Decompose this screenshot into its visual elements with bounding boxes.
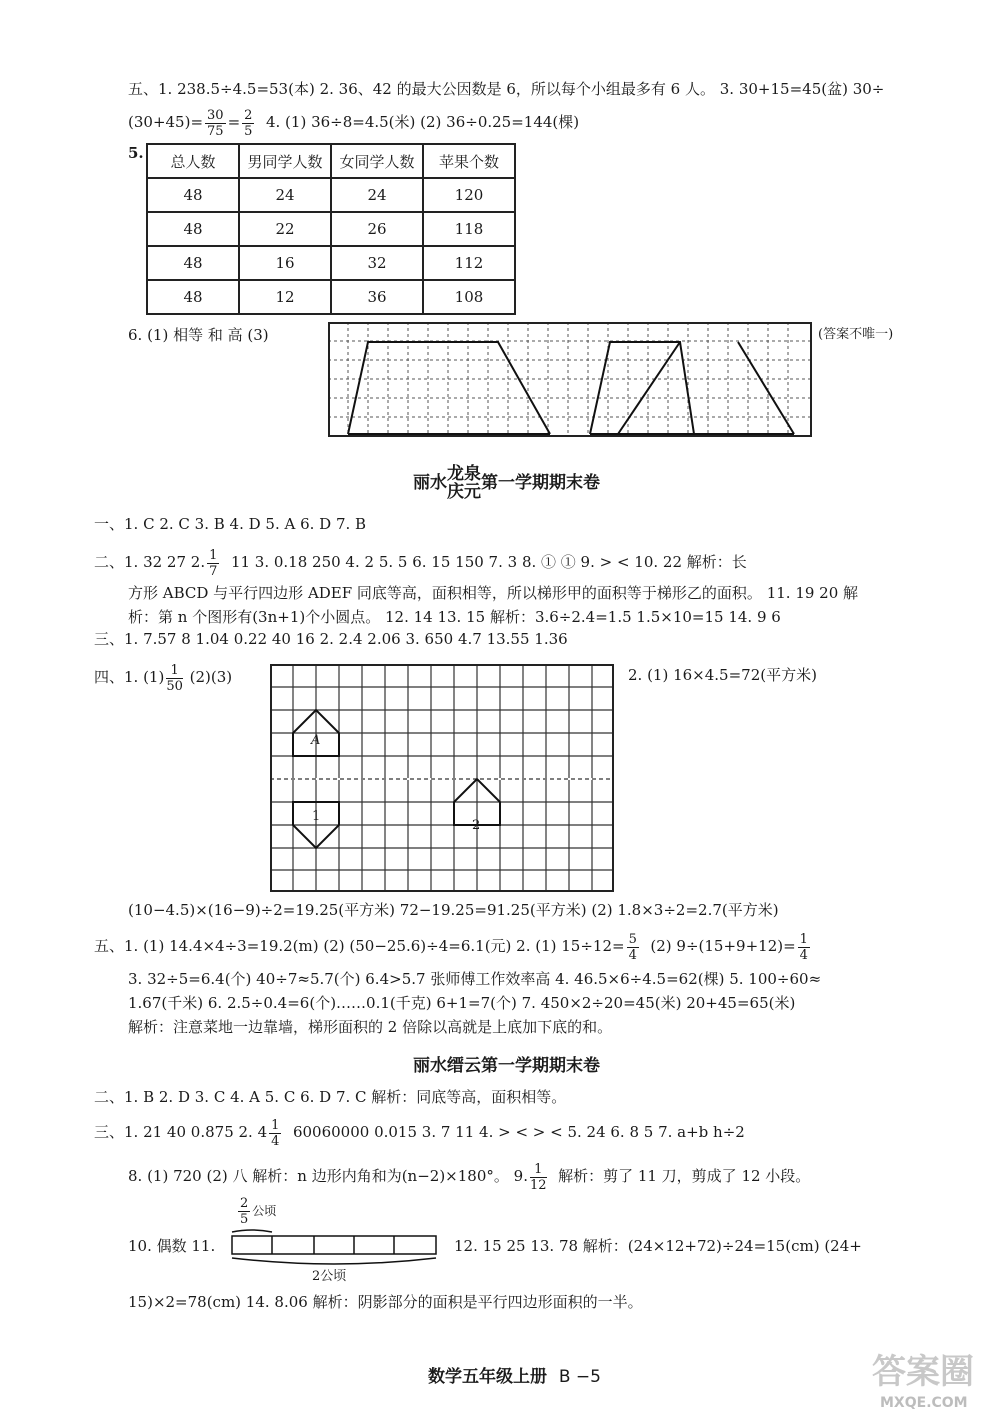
table-cell: 120 — [423, 178, 515, 212]
table-cell: 48 — [147, 246, 239, 280]
answer-text: 60060000 0.015 3. 7 11 4. > < > < 5. 24 6. 8 5 7. a+b h÷2 — [292, 1123, 745, 1141]
table-cell: 112 — [423, 246, 515, 280]
figure-label: 1 — [312, 809, 321, 824]
numerator: 1 — [799, 931, 808, 947]
numerator: 1 — [209, 547, 218, 563]
denominator: 5 — [244, 123, 253, 139]
denominator: 4 — [799, 947, 808, 963]
footer-title: 数学五年级上册 — [428, 1367, 547, 1387]
fraction — [530, 1162, 547, 1193]
denominator: 75 — [207, 123, 224, 139]
fraction — [166, 663, 183, 694]
page-number: B −5 — [558, 1367, 601, 1387]
table-header: 总人数 — [147, 144, 239, 178]
watermark-logo: 答案圈 — [872, 1352, 974, 1392]
table-cell: 22 — [239, 212, 331, 246]
numerator: 5 — [628, 931, 637, 947]
denominator: 7 — [209, 563, 218, 579]
answer-note: (答案不唯一) — [818, 327, 894, 342]
answer-text: 解析：剪了 11 刀，剪成了 12 小段。 — [558, 1167, 811, 1185]
answer-line-6: 6. (1) 相等 和 高 (3) — [128, 326, 269, 344]
answer-line-5-1: 五、1. 238.5÷4.5=53(本) 2. 36、42 的最大公因数是 6，所以每个小组最多有 6 人。 3. 30+15=45(盆) 30÷ — [128, 80, 885, 98]
table-header: 女同学人数 — [331, 144, 423, 178]
page-footer — [428, 1366, 601, 1388]
table-row — [147, 178, 515, 212]
section-title: 丽水缙云第一学期期末卷 — [413, 1056, 600, 1076]
answer-text: 4. (1) 36÷8=4.5(米) (2) 36÷0.25=144(棵) — [265, 113, 580, 131]
answer-text: 二、1. 32 27 2. — [94, 553, 206, 571]
denominator: 12 — [529, 1177, 547, 1193]
table-cell: 48 — [147, 212, 239, 246]
fraction — [242, 108, 254, 139]
fraction — [205, 108, 226, 139]
table-cell: 108 — [423, 280, 515, 314]
table-cell: 16 — [239, 246, 331, 280]
answer-line — [128, 1158, 810, 1194]
table-row — [147, 212, 515, 246]
table-cell: 48 — [147, 280, 239, 314]
answer-line — [94, 545, 747, 579]
table-cell: 36 — [331, 280, 423, 314]
title-stack — [447, 465, 481, 501]
answer-line: 一、1. C 2. C 3. B 4. D 5. A 6. D 7. B — [94, 515, 367, 533]
answer-line: 二、1. B 2. D 3. C 4. A 5. C 6. D 7. C 解析：同底等高，面积相等。 — [94, 1088, 567, 1106]
answer-text: (2)(3) — [189, 668, 233, 686]
numerator: 2 — [244, 107, 253, 123]
answer-line: 12. 15 25 13. 78 解析：(24×12+72)÷24=15(cm) (24+ — [454, 1237, 862, 1255]
answer-line: 析：第 n 个图形有(3n+1)个小圆点。 12. 14 13. 15 解析：3.6÷2.4=1.5 1.5×10=15 14. 9 6 — [128, 608, 781, 626]
table-cell: 118 — [423, 212, 515, 246]
pentagon-grid-figure — [270, 664, 614, 892]
question-number: 5. — [128, 144, 144, 162]
fraction — [238, 1196, 250, 1227]
answer-line: 15)×2=78(cm) 14. 8.06 解析：阴影部分的面积是平行四边形面积的一半。 — [128, 1293, 643, 1311]
denominator: 4 — [271, 1133, 280, 1149]
apple-table — [146, 143, 516, 315]
answer-line: 2. (1) 16×4.5=72(平方米) — [628, 666, 817, 684]
fraction — [798, 932, 810, 963]
answer-text: 11 3. 0.18 250 4. 2 5. 5 6. 15 150 7. 3 8. ① ① 9. > < 10. 22 解析：长 — [230, 553, 747, 571]
fraction — [269, 1118, 281, 1149]
answer-text: 五、1. (1) 14.4×4÷3=19.2(m) (2) (50−25.6)÷4=6.1(元) 2. (1) 15÷12= — [94, 937, 625, 955]
denominator: 4 — [628, 947, 637, 963]
table-cell: 12 — [239, 280, 331, 314]
answer-text: 四、1. (1) — [94, 668, 165, 686]
answer-line: 3. 32÷5=6.4(个) 40÷7≈5.7(个) 6.4>5.7 张师傅工作效率高 4. 46.5×6÷4.5=62(棵) 5. 100÷60≈ — [128, 970, 822, 988]
answer-text: 8. (1) 720 (2) 八 解析：n 边形内角和为(n−2)×180°。 9. — [128, 1167, 528, 1185]
table-cell: 48 — [147, 178, 239, 212]
table-cell: 24 — [331, 178, 423, 212]
answer-line: 1.67(千米) 6. 2.5÷0.4=6(个)……0.1(千克) 6+1=7(个) 7. 450×2÷20=45(米) 20+45=65(米) — [128, 994, 796, 1012]
answer-line-5-2 — [128, 104, 579, 140]
table-cell: 32 — [331, 246, 423, 280]
figure-label: A — [311, 733, 321, 748]
numerator: 30 — [207, 107, 224, 123]
title-text: 龙泉 — [447, 464, 481, 484]
table-header: 苹果个数 — [423, 144, 515, 178]
section-title — [413, 465, 600, 501]
title-text: 庆元 — [447, 482, 481, 502]
numerator: 1 — [166, 663, 183, 679]
answer-line: 解析：注意菜地一边靠墙，梯形面积的 2 倍除以高就是上底加下底的和。 — [128, 1018, 613, 1036]
answer-text: (30+45)= — [128, 113, 204, 131]
answer-line: 10. 偶数 11. — [128, 1237, 216, 1255]
table-header-row — [147, 144, 515, 178]
table-header: 男同学人数 — [239, 144, 331, 178]
numerator: 1 — [530, 1162, 547, 1178]
denominator: 50 — [166, 678, 183, 694]
table-row — [147, 246, 515, 280]
unit-label: 公顷 — [252, 1204, 277, 1218]
answer-line — [94, 1114, 745, 1150]
table-row — [147, 280, 515, 314]
answer-text: 三、1. 21 40 0.875 2. 4 — [94, 1123, 268, 1141]
numerator: 2 — [240, 1196, 249, 1211]
fraction — [627, 932, 639, 963]
watermark-url: MXQE.COM — [880, 1395, 968, 1411]
answer-text: = — [227, 113, 241, 131]
answer-line — [94, 928, 812, 964]
answer-line: 三、1. 7.57 8 1.04 0.22 40 16 2. 2.4 2.06 3. 650 4.7 13.55 1.36 — [94, 630, 568, 648]
table-cell: 26 — [331, 212, 423, 246]
answer-text: (2) 9÷(15+9+12)= — [650, 937, 796, 955]
answer-line — [94, 660, 232, 694]
table-cell: 24 — [239, 178, 331, 212]
answer-line: (10−4.5)×(16−9)÷2=19.25(平方米) 72−19.25=91.25(平方米) (2) 1.8×3÷2=2.7(平方米) — [128, 901, 779, 919]
fraction — [207, 548, 219, 579]
strip-bottom-label: 2公顷 — [312, 1269, 347, 1284]
title-text: 丽水 — [413, 473, 447, 493]
figure-label: 2 — [472, 818, 481, 833]
trapezoid-grid-figure — [328, 322, 812, 437]
denominator: 5 — [240, 1212, 249, 1227]
strip-top-label — [236, 1196, 276, 1227]
title-text: 第一学期期末卷 — [481, 473, 600, 493]
answer-line: 方形 ABCD 与平行四边形 ADEF 同底等高，面积相等，所以梯形甲的面积等于梯形乙的面积。 11. 19 20 解 — [128, 584, 859, 602]
numerator: 1 — [271, 1117, 280, 1133]
